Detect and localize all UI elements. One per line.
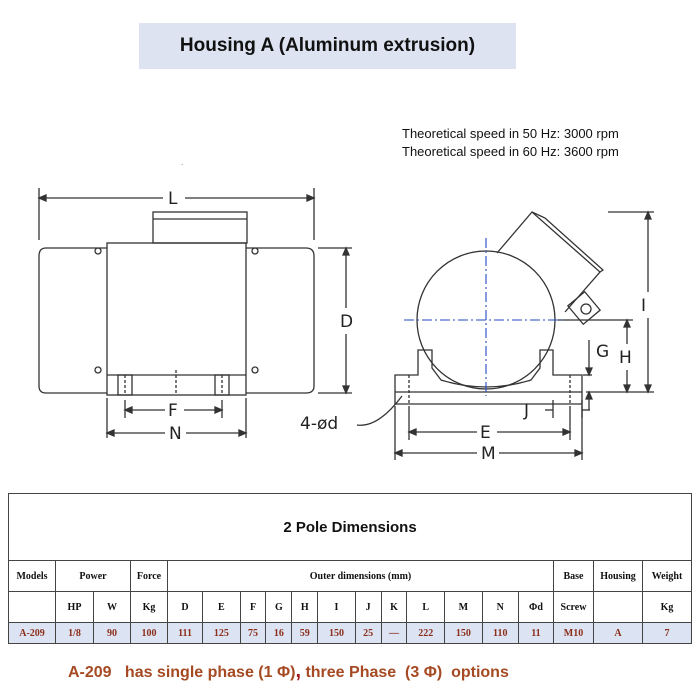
label-hole: 4-ød [300,414,339,434]
sub-hp: HP [56,592,94,623]
page-title: Housing A (Aluminum extrusion) [179,35,476,56]
sub-H: H [292,592,318,623]
options-note-part2: three Phase (3 Φ) options [301,664,509,681]
col-outer-dimensions: Outer dimensions (mm) [168,561,554,592]
label-F: F [168,401,178,421]
speed-60hz: Theoretical speed in 60 Hz: 3600 rpm [402,144,619,159]
sub-housing-empty [594,592,643,623]
sub-phi-d: Φd [518,592,553,623]
sub-screw: Screw [554,592,594,623]
options-note-comma: , [295,660,301,682]
sub-K: K [381,592,407,623]
table-title: 2 Pole Dimensions [9,494,692,561]
cell-w: 90 [94,623,131,644]
cell-E: 125 [203,623,241,644]
sub-empty [9,592,56,623]
sub-J: J [355,592,381,623]
cell-housing: A [594,623,643,644]
sub-M: M [445,592,483,623]
label-I: I [641,296,647,316]
side-view [357,212,654,460]
label-J: J [524,401,530,421]
cell-N: 110 [482,623,518,644]
table-row [9,623,692,644]
cell-G: 16 [266,623,292,644]
col-housing: Housing [594,561,643,592]
cell-D: 111 [168,623,203,644]
cell-hp: 1/8 [56,623,94,644]
cell-model: A-209 [9,623,56,644]
cell-phi-d: 11 [518,623,553,644]
label-N: N [169,424,182,444]
cell-J: 25 [355,623,381,644]
sub-w: W [94,592,131,623]
sub-N: N [482,592,518,623]
label-L: L [168,189,178,209]
sub-L: L [407,592,445,623]
cell-M: 150 [445,623,483,644]
cell-F: 75 [240,623,266,644]
sub-kg: Kg [131,592,168,623]
label-M: M [481,444,496,464]
label-D: D [340,312,354,332]
sub-E: E [203,592,241,623]
col-models: Models [9,561,56,592]
cell-L: 222 [407,623,445,644]
options-note-part1: A-209 has single phase (1 Φ) [68,664,296,681]
options-note [68,660,509,683]
cell-K: — [381,623,407,644]
label-G: G [596,342,610,362]
sub-I: I [318,592,356,623]
col-weight: Weight [643,561,692,592]
label-E: E [480,423,491,443]
sub-D: D [168,592,203,623]
cell-I: 150 [318,623,356,644]
stray-mark: . [181,159,184,167]
cell-H: 59 [292,623,318,644]
cell-force: 100 [131,623,168,644]
speed-50hz: Theoretical speed in 50 Hz: 3000 rpm [402,126,619,141]
front-view [39,188,352,438]
label-H: H [619,348,632,368]
cell-screw: M10 [554,623,594,644]
cell-weight: 7 [643,623,692,644]
col-power: Power [56,561,131,592]
col-force: Force [131,561,168,592]
center-lines [404,238,566,396]
sub-F: F [240,592,266,623]
dimensions-table [8,493,692,644]
col-base: Base [554,561,594,592]
sub-weight-kg: Kg [643,592,692,623]
sub-G: G [266,592,292,623]
